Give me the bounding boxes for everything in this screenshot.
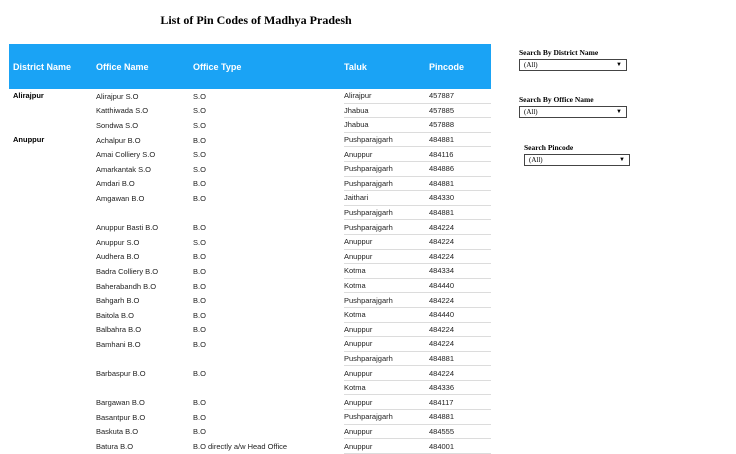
office-type-cell: S.O — [193, 91, 206, 101]
taluk-cell: Alirajpur — [344, 89, 421, 104]
pincode-cell: 484440 — [421, 279, 491, 294]
chevron-down-icon: ▼ — [616, 109, 622, 115]
pincode-filter-select[interactable] — [524, 154, 630, 166]
pincode-cell: 484224 — [421, 293, 491, 308]
district-cell — [9, 323, 87, 338]
table-header — [9, 44, 491, 89]
office-name-cell: Amdari B.O — [96, 179, 135, 189]
district-cell — [9, 220, 87, 235]
district-cell — [9, 250, 87, 265]
office-name-cell: Baskuta B.O — [96, 427, 139, 437]
office-name-cell: Katthiwada S.O — [96, 106, 149, 116]
table-row — [9, 381, 491, 396]
taluk-cell: Kotma — [344, 264, 421, 279]
district-cell — [9, 395, 87, 410]
office-type-cell: S.O — [193, 150, 206, 160]
district-cell — [9, 235, 87, 250]
pincode-cell: 484224 — [421, 323, 491, 338]
taluk-cell: Pushparajgarh — [344, 220, 421, 235]
taluk-cell: Anuppur — [344, 147, 421, 162]
table-row — [9, 133, 491, 148]
table-row — [9, 395, 491, 410]
table-row — [9, 425, 491, 440]
pincode-filter — [524, 143, 630, 166]
office-type-cell: S.O — [193, 237, 206, 247]
district-cell — [9, 191, 87, 206]
office-type-cell: B.O directly a/w Head Office — [193, 442, 288, 452]
table-row — [9, 264, 491, 279]
table-row — [9, 366, 491, 381]
district-cell: Alirajpur — [13, 91, 44, 100]
office-type-cell: B.O — [193, 339, 206, 349]
taluk-cell: Kotma — [344, 279, 421, 294]
taluk-cell: Pushparajgarh — [344, 177, 421, 192]
office-name-cell: Amai Colliery S.O — [96, 150, 156, 160]
office-name-cell: Badra Colliery B.O — [96, 266, 159, 276]
district-cell — [9, 293, 87, 308]
pincode-cell: 484224 — [421, 366, 491, 381]
office-type-cell — [193, 352, 344, 367]
taluk-cell: Pushparajgarh — [344, 293, 421, 308]
taluk-cell: Kotma — [344, 381, 421, 396]
table-row — [9, 439, 491, 454]
table-row — [9, 162, 491, 177]
pincode-cell: 484224 — [421, 337, 491, 352]
table-row — [9, 118, 491, 133]
table-row — [9, 352, 491, 367]
office-name-cell: Alirajpur S.O — [96, 91, 139, 101]
taluk-cell: Pushparajgarh — [344, 410, 421, 425]
table-row — [9, 279, 491, 294]
column-header-district[interactable]: District Name — [13, 61, 72, 72]
office-type-cell — [193, 206, 344, 221]
district-cell — [9, 410, 87, 425]
office-name-cell — [87, 381, 193, 396]
taluk-cell: Kotma — [344, 308, 421, 323]
district-cell — [9, 264, 87, 279]
office-name-cell: Amarkantak S.O — [96, 164, 152, 174]
taluk-cell: Pushparajgarh — [344, 352, 421, 367]
taluk-cell: Jhabua — [344, 104, 421, 119]
page-title: List of Pin Codes of Madhya Pradesh — [160, 13, 352, 27]
table-row — [9, 147, 491, 162]
column-header-taluk[interactable]: Taluk — [344, 61, 367, 72]
table-row — [9, 206, 491, 221]
pincode-cell: 484224 — [421, 250, 491, 265]
pincode-cell: 484440 — [421, 308, 491, 323]
office-type-cell — [193, 381, 344, 396]
taluk-cell: Anuppur — [344, 337, 421, 352]
office-type-cell: S.O — [193, 164, 206, 174]
table-row — [9, 89, 491, 104]
table-row — [9, 293, 491, 308]
column-header-pincode[interactable]: Pincode — [429, 61, 465, 72]
table-row — [9, 104, 491, 119]
column-header-office-type[interactable]: Office Type — [193, 61, 242, 72]
office-name-cell: Audhera B.O — [96, 252, 140, 262]
table-row — [9, 235, 491, 250]
table-row — [9, 410, 491, 425]
taluk-cell: Anuppur — [344, 366, 421, 381]
table-row — [9, 177, 491, 192]
pincode-cell: 484555 — [421, 425, 491, 440]
office-name-cell: Batura B.O — [96, 442, 134, 452]
office-type-cell: B.O — [193, 223, 206, 233]
district-filter-select[interactable] — [519, 59, 627, 71]
office-name-cell: Balbahra B.O — [96, 325, 142, 335]
pincode-cell: 484336 — [421, 381, 491, 396]
pincode-cell: 484224 — [421, 235, 491, 250]
pincode-cell: 484116 — [421, 147, 491, 162]
office-type-cell: B.O — [193, 398, 206, 408]
district-cell — [9, 381, 87, 396]
pincode-cell: 457885 — [421, 104, 491, 119]
pincode-cell: 484881 — [421, 206, 491, 221]
district-cell: Anuppur — [13, 134, 45, 144]
office-filter-select[interactable] — [519, 106, 627, 118]
pincode-cell: 484881 — [421, 133, 491, 148]
office-name-cell: Anuppur S.O — [96, 237, 140, 247]
office-type-cell: B.O — [193, 369, 206, 379]
office-name-cell: Achalpur B.O — [96, 135, 141, 145]
office-type-cell: S.O — [193, 106, 206, 116]
pincode-cell: 484330 — [421, 191, 491, 206]
district-filter-label: Search By District Name — [519, 48, 599, 57]
chevron-down-icon: ▼ — [616, 62, 622, 68]
office-name-cell: Baitola B.O — [96, 310, 134, 320]
pincode-cell: 457887 — [421, 89, 491, 104]
office-type-cell: B.O — [193, 427, 206, 437]
table-row — [9, 337, 491, 352]
office-type-cell: B.O — [193, 281, 206, 291]
office-type-cell: B.O — [193, 310, 206, 320]
table-row — [9, 250, 491, 265]
office-type-cell: B.O — [193, 179, 206, 189]
office-name-cell: Baherabandh B.O — [96, 281, 157, 291]
taluk-cell: Pushparajgarh — [344, 133, 421, 148]
office-type-cell: B.O — [193, 266, 206, 276]
pincode-cell: 484224 — [421, 220, 491, 235]
pincode-table — [9, 44, 491, 454]
district-filter — [519, 48, 627, 71]
pincode-cell: 457888 — [421, 118, 491, 133]
taluk-cell: Anuppur — [344, 235, 421, 250]
office-name-cell: Bamhani B.O — [96, 339, 141, 349]
office-name-cell: Basantpur B.O — [96, 412, 146, 422]
pincode-cell: 484881 — [421, 177, 491, 192]
office-type-cell: B.O — [193, 296, 206, 306]
district-cell — [9, 352, 87, 367]
taluk-cell: Anuppur — [344, 425, 421, 440]
district-cell — [9, 425, 87, 440]
district-filter-value: (All) — [524, 61, 538, 69]
taluk-cell: Jaithari — [344, 191, 421, 206]
office-name-cell — [87, 206, 193, 221]
district-cell — [9, 206, 87, 221]
pincode-cell: 484886 — [421, 162, 491, 177]
office-name-cell: Bargawan B.O — [96, 398, 145, 408]
table-row — [9, 308, 491, 323]
pincode-cell: 484881 — [421, 352, 491, 367]
district-cell — [9, 279, 87, 294]
office-filter-label: Search By Office Name — [519, 95, 594, 104]
office-name-cell — [87, 352, 193, 367]
pincode-filter-label: Search Pincode — [524, 143, 574, 152]
taluk-cell: Anuppur — [344, 323, 421, 338]
table-row — [9, 323, 491, 338]
pincode-filter-value: (All) — [529, 156, 543, 164]
district-cell — [9, 147, 87, 162]
district-cell — [9, 366, 87, 381]
office-type-cell: B.O — [193, 325, 206, 335]
taluk-cell: Anuppur — [344, 250, 421, 265]
table-row — [9, 191, 491, 206]
office-type-cell: B.O — [193, 193, 206, 203]
office-name-cell: Bahgarh B.O — [96, 296, 140, 306]
pincode-cell: 484001 — [421, 439, 491, 454]
office-type-cell: B.O — [193, 412, 206, 422]
district-cell — [9, 104, 87, 119]
taluk-cell: Pushparajgarh — [344, 162, 421, 177]
district-cell — [9, 177, 87, 192]
office-type-cell: S.O — [193, 120, 206, 130]
table-body — [9, 89, 491, 454]
office-name-cell: Barbaspur B.O — [96, 369, 146, 379]
office-name-cell: Sondwa S.O — [96, 120, 139, 130]
taluk-cell: Anuppur — [344, 395, 421, 410]
table-row — [9, 220, 491, 235]
pincode-cell: 484117 — [421, 395, 491, 410]
taluk-cell: Anuppur — [344, 439, 421, 454]
office-name-cell: Anuppur Basti B.O — [96, 223, 159, 233]
pincode-cell: 484881 — [421, 410, 491, 425]
district-cell — [9, 118, 87, 133]
taluk-cell: Jhabua — [344, 118, 421, 133]
district-cell — [9, 337, 87, 352]
chevron-down-icon: ▼ — [619, 157, 625, 163]
office-type-cell: B.O — [193, 135, 206, 145]
column-header-office-name[interactable]: Office Name — [96, 61, 149, 72]
office-filter-value: (All) — [524, 108, 538, 116]
district-cell — [9, 162, 87, 177]
office-filter — [519, 95, 627, 118]
district-cell — [9, 439, 87, 454]
office-name-cell: Amgawan B.O — [96, 193, 145, 203]
district-cell — [9, 308, 87, 323]
pincode-cell: 484334 — [421, 264, 491, 279]
taluk-cell: Pushparajgarh — [344, 206, 421, 221]
office-type-cell: B.O — [193, 252, 206, 262]
